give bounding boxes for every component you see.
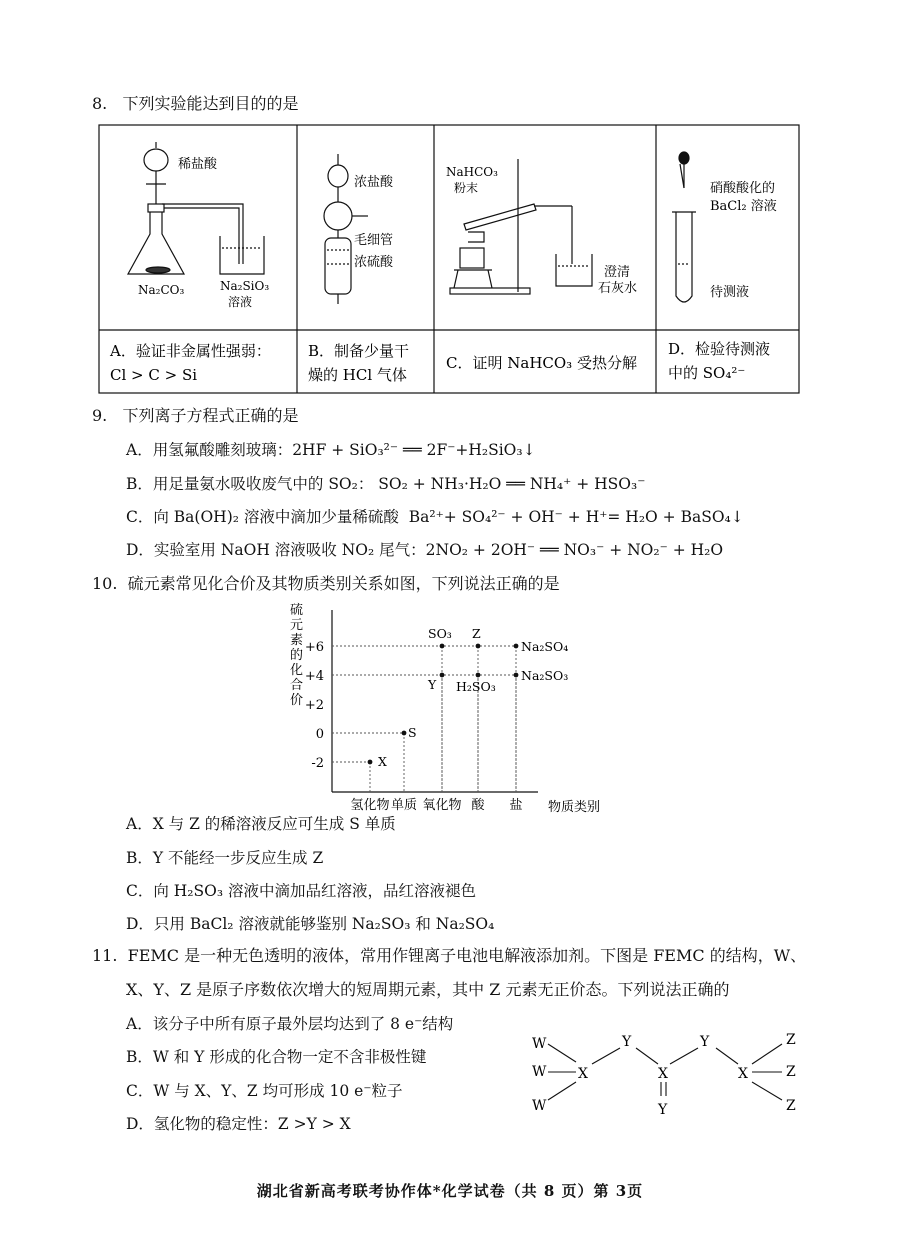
label-na2sio3: Na₂SiO₃ bbox=[220, 279, 270, 293]
label-powder: 粉末 bbox=[454, 181, 479, 195]
y-axis-label-char: 硫 bbox=[290, 603, 304, 618]
atom-x-2: X bbox=[658, 1066, 668, 1082]
page-footer: 湖北省新高考联考协作体*化学试卷（共 8 页）第 3页 bbox=[256, 1182, 644, 1200]
data-point bbox=[514, 644, 519, 649]
q11-option-d: D．氢化物的稳定性：Z >Y > X bbox=[126, 1115, 351, 1133]
label-acidified: 硝酸酸化的 bbox=[710, 181, 776, 196]
q9-option-b: B．用足量氨水吸收废气中的 SO₂： SO₂ + NH₃·H₂O ══ NH₄⁺ + HSO₃⁻ bbox=[126, 475, 646, 493]
label-solution: 溶液 bbox=[228, 295, 253, 309]
q9-option-c: C．向 Ba(OH)₂ 溶液中滴加少量稀硫酸 Ba²⁺+ SO₄²⁻ + OH⁻ + H⁺= H₂O + BaSO₄↓ bbox=[126, 508, 744, 526]
y-axis-label bbox=[290, 603, 303, 708]
sulfur-valence-chart bbox=[280, 598, 640, 814]
atom-y-2: Y bbox=[658, 1102, 668, 1118]
atom-z-2: Z bbox=[786, 1064, 796, 1080]
data-point bbox=[368, 760, 373, 765]
q11-option-b: B．W 和 Y 形成的化合物一定不含非极性键 bbox=[126, 1048, 427, 1066]
q11-option-a: A．该分子中所有原子最外层均达到了 8 e⁻结构 bbox=[126, 1015, 454, 1033]
data-point-label: H₂SO₃ bbox=[456, 679, 496, 694]
atom-w-3: W bbox=[532, 1098, 547, 1114]
label-test-solution: 待测液 bbox=[710, 285, 750, 300]
y-tick-label: +4 bbox=[304, 669, 324, 684]
atom-w-1: W bbox=[532, 1036, 547, 1052]
q10-option-b: B．Y 不能经一步反应生成 Z bbox=[126, 849, 324, 867]
q9-stem: 9. 下列离子方程式正确的是 bbox=[92, 406, 299, 425]
atom-z-1: Z bbox=[786, 1032, 796, 1048]
data-point-label: X bbox=[378, 754, 387, 769]
data-point-label: SO₃ bbox=[428, 626, 452, 641]
y-tick-label: +2 bbox=[304, 698, 324, 713]
x-category-label: 酸 bbox=[471, 798, 485, 813]
data-point bbox=[514, 673, 519, 678]
y-tick-label: +6 bbox=[304, 640, 324, 655]
data-point-label: Na₂SO₄ bbox=[521, 639, 569, 654]
q8-stem: 8. 下列实验能达到目的的是 bbox=[92, 94, 299, 113]
y-axis-label-char: 合 bbox=[290, 678, 304, 693]
q10-option-c: C．向 H₂SO₃ 溶液中滴加品红溶液，品红溶液褪色 bbox=[126, 882, 476, 900]
label-conc-hcl: 浓盐酸 bbox=[354, 175, 394, 190]
q8-option-a-line2: Cl > C > Si bbox=[110, 366, 198, 384]
y-axis-label-char: 素 bbox=[290, 633, 304, 648]
q9-option-a: A．用氢氟酸雕刻玻璃：2HF + SiO₃²⁻ ══ 2F⁻+H₂SiO₃↓ bbox=[126, 441, 536, 459]
label-capillary: 毛细管 bbox=[354, 233, 394, 248]
data-point bbox=[402, 731, 407, 736]
q8-apparatus-table bbox=[98, 124, 802, 396]
label-na2co3: Na₂CO₃ bbox=[138, 283, 185, 297]
q11-stem-line2: X、Y、Z 是原子序数依次增大的短周期元素，其中 Z 元素无正价态。下列说法正确的 bbox=[126, 980, 730, 999]
x-category-label: 氧化物 bbox=[422, 798, 462, 813]
data-point-label: Na₂SO₃ bbox=[521, 668, 569, 683]
atom-y-3: Y bbox=[700, 1034, 710, 1050]
label-nahco3: NaHCO₃ bbox=[446, 165, 498, 179]
data-point-label: Y bbox=[428, 677, 437, 692]
q11-stem-line1: 11. FEMC 是一种无色透明的液体，常用作锂离子电池电解液添加剂。下图是 FEMC 的结构，W、 bbox=[92, 946, 807, 965]
atom-x-1: X bbox=[578, 1066, 588, 1082]
data-point bbox=[440, 644, 445, 649]
q8-option-a-line1: A．验证非金属性强弱： bbox=[110, 342, 271, 360]
data-point-label: Z bbox=[472, 626, 481, 641]
apparatus-c-drawing bbox=[450, 159, 592, 294]
x-axis-label: 物质类别 bbox=[548, 800, 601, 814]
q8-option-d-line2: 中的 SO₄²⁻ bbox=[668, 364, 746, 382]
y-axis-label-char: 元 bbox=[290, 618, 304, 633]
x-category-label: 盐 bbox=[509, 798, 523, 813]
atom-w-2: W bbox=[532, 1064, 547, 1080]
x-category-label: 氢化物 bbox=[350, 798, 390, 813]
y-tick-label: -2 bbox=[311, 756, 324, 771]
femc-structure-diagram bbox=[520, 1026, 810, 1126]
label-dilute-hcl: 稀盐酸 bbox=[178, 157, 218, 172]
q8-option-c: C．证明 NaHCO₃ 受热分解 bbox=[446, 354, 637, 372]
data-point-label: S bbox=[408, 725, 417, 740]
q9-option-d: D．实验室用 NaOH 溶液吸收 NO₂ 尾气：2NO₂ + 2OH⁻ ══ NO₃⁻ + NO₂⁻ + H₂O bbox=[126, 541, 724, 559]
q8-option-d-line1: D．检验待测液 bbox=[668, 340, 771, 358]
y-axis-label-char: 化 bbox=[290, 663, 304, 678]
data-point bbox=[440, 673, 445, 678]
data-point bbox=[476, 644, 481, 649]
atom-x-3: X bbox=[738, 1066, 748, 1082]
q10-stem: 10. 硫元素常见化合价及其物质类别关系如图，下列说法正确的是 bbox=[92, 574, 560, 593]
atom-y-1: Y bbox=[622, 1034, 632, 1050]
y-tick-label: 0 bbox=[315, 727, 324, 742]
data-point bbox=[476, 673, 481, 678]
label-conc-h2so4: 浓硫酸 bbox=[354, 255, 394, 270]
q8-option-b-line2: 燥的 HCl 气体 bbox=[308, 366, 407, 384]
apparatus-d-drawing bbox=[672, 152, 696, 302]
label-bacl2-solution: BaCl₂ 溶液 bbox=[710, 199, 777, 214]
q10-option-d: D．只用 BaCl₂ 溶液就能够鉴别 Na₂SO₃ 和 Na₂SO₄ bbox=[126, 915, 495, 933]
atom-z-3: Z bbox=[786, 1098, 796, 1114]
y-axis-label-char: 价 bbox=[290, 693, 304, 708]
q8-option-b-line1: B．制备少量干 bbox=[308, 342, 410, 360]
x-category-label: 单质 bbox=[390, 798, 418, 813]
label-limewater-1: 澄清 bbox=[604, 265, 631, 280]
q11-option-c: C．W 与 X、Y、Z 均可形成 10 e⁻粒子 bbox=[126, 1082, 403, 1100]
y-axis-label-char: 的 bbox=[290, 648, 304, 663]
label-limewater-2: 石灰水 bbox=[598, 281, 638, 296]
q10-option-a: A．X 与 Z 的稀溶液反应可生成 S 单质 bbox=[126, 815, 396, 833]
